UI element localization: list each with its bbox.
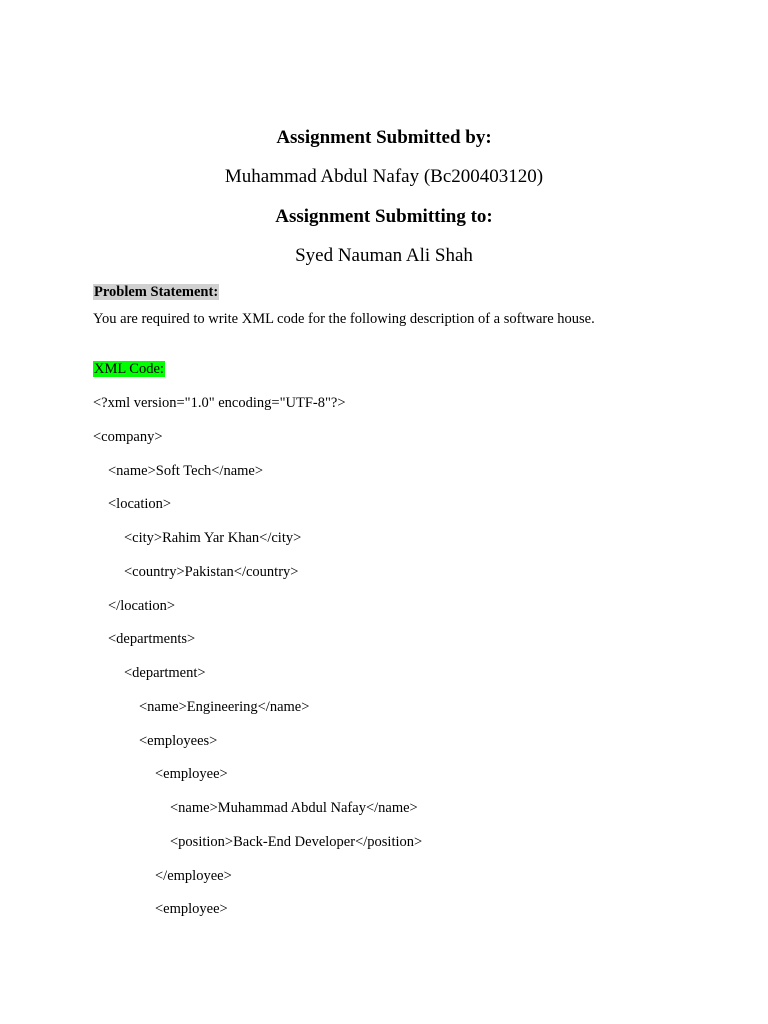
code-line: <country>Pakistan</country> — [124, 564, 299, 580]
submitted-by-label: Assignment Submitted by: — [276, 127, 492, 148]
code-line: </employee> — [155, 868, 232, 884]
problem-statement-heading: Problem Statement: — [94, 284, 219, 300]
code-line: <name>Soft Tech</name> — [108, 463, 264, 479]
code-line: <departments> — [108, 631, 196, 647]
code-line: <company> — [93, 429, 163, 445]
xml-code-heading: XML Code: — [94, 361, 164, 377]
code-line: </location> — [108, 598, 176, 614]
code-line: <city>Rahim Yar Khan</city> — [124, 530, 302, 546]
code-line: <employee> — [155, 901, 228, 917]
code-line: <department> — [124, 665, 206, 681]
instructor-name: Syed Nauman Ali Shah — [295, 245, 473, 266]
code-line: <location> — [108, 496, 172, 512]
xml-code-heading-wrap — [93, 361, 165, 378]
problem-statement-text: You are required to write XML code for the following description of a software house. — [93, 311, 595, 327]
problem-statement-heading-wrap — [93, 284, 219, 301]
code-line: <employees> — [139, 733, 218, 749]
code-line: <position>Back-End Developer</position> — [170, 834, 423, 850]
code-line: <name>Muhammad Abdul Nafay</name> — [170, 800, 418, 816]
submitting-to-label: Assignment Submitting to: — [275, 206, 493, 227]
code-line: <employee> — [155, 766, 228, 782]
code-line: <name>Engineering</name> — [139, 699, 310, 715]
code-line: <?xml version="1.0" encoding="UTF-8"?> — [93, 395, 346, 411]
student-name: Muhammad Abdul Nafay (Bc200403120) — [224, 166, 544, 187]
